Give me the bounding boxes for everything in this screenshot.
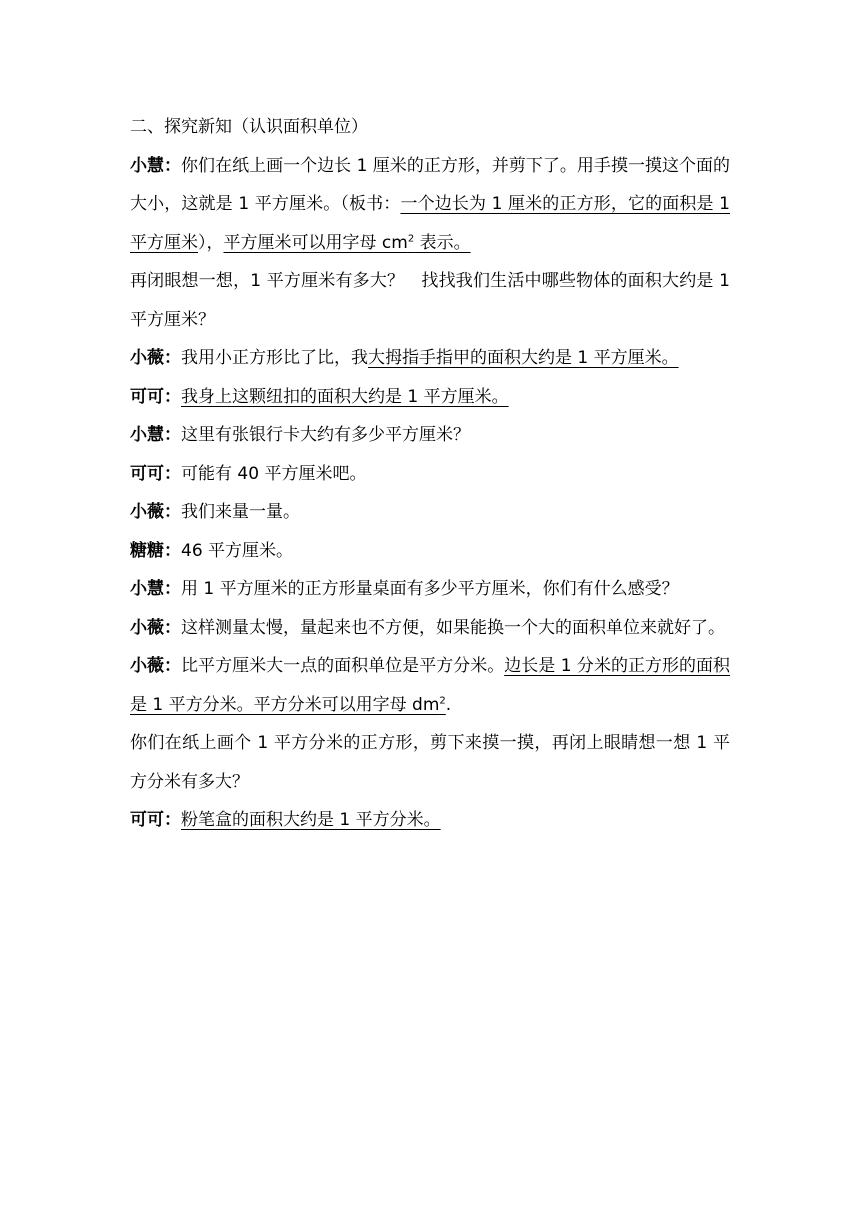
underlined-text: 平方厘米可以用字母 $cm^2$ 表示。 [223, 232, 471, 253]
paragraph-text: 用 1 平方厘米的正方形量桌面有多少平方厘米，你们有什么感受？ [181, 579, 679, 599]
paragraph-12 [130, 724, 730, 801]
paragraph-13 [130, 801, 730, 840]
speaker-name: 可可： [130, 386, 181, 407]
paragraph-9 [130, 570, 730, 609]
underlined-text: 边长是 1 分米的正方形的面积是 1 平方分米。平方分米可以用字母 $dm^2$ [130, 656, 731, 715]
underlined-text: 一个边长为 1 厘米的正方形，它的面积是 1 平方厘米 [130, 194, 730, 253]
paragraph-11: 小薇：比平方厘米大一点的面积单位是平方分米。边长是 1 分米的正方形的面积是 1 平方分米。平方分米可以用字母 $dm^2$. [130, 656, 731, 715]
speaker-name: 小薇： [130, 656, 182, 676]
superscript: 2 [407, 232, 415, 244]
paragraph-10 [130, 609, 730, 648]
paragraph-6 [130, 455, 730, 494]
underlined-text: 我身上这颗纽扣的面积大约是 1 平方厘米。 [181, 386, 509, 407]
speaker-name: 小慧： [130, 579, 181, 599]
speaker-name: 小薇： [130, 502, 181, 522]
paragraph-text: 再闭眼想一想，1 平方厘米有多大？ 找找我们生活中哪些物体的面积大约是 1 平方厘米？ [130, 271, 730, 330]
paragraph-2 [130, 262, 730, 339]
speaker-name: 小薇： [130, 617, 181, 638]
paragraph-text: 比平方厘米大一点的面积单位是平方分米。 [181, 656, 505, 676]
speaker-name: 可可： [130, 463, 181, 484]
paragraph-text: 你们在纸上画一个边长 1 厘米的正方形，并剪下了。用手摸一摸这个面的大小，这就是 1 平方厘米。（板书： [130, 155, 731, 214]
paragraph-text: ）， [198, 232, 224, 253]
superscript: 2 [439, 694, 446, 706]
underlined-text: 粉笔盒的面积大约是 1 平方分米。 [181, 810, 441, 830]
paragraph-text: 我用小正方形比了比，我 [181, 348, 368, 368]
speaker-name: 小薇： [130, 348, 181, 368]
paragraph-text: 这里有张银行卡大约有多少平方厘米？ [181, 425, 470, 445]
paragraph-text: 这样测量太慢，量起来也不方便，如果能换一个大的面积单位来就好了。 [181, 617, 725, 638]
paragraph-4 [130, 378, 730, 417]
paragraph-3 [130, 339, 730, 378]
paragraph-8 [130, 532, 730, 571]
paragraph-5 [130, 416, 730, 455]
paragraph-7 [130, 493, 730, 532]
speaker-name: 小慧： [130, 425, 181, 445]
heading-text: 二、探究新知（认识面积单位） [130, 117, 368, 137]
paragraph-1 [130, 147, 730, 263]
underlined-text: 大拇指手指甲的面积大约是 1 平方厘米。 [368, 348, 679, 368]
paragraph-text: 你们在纸上画个 1 平方分米的正方形，剪下来摸一摸，再闭上眼睛想一想 1 平方分米有多大？ [130, 733, 730, 792]
section-heading [130, 108, 730, 147]
paragraph-text: 46 平方厘米。 [181, 540, 294, 561]
paragraph-text: 我们来量一量。 [181, 502, 300, 522]
speaker-name: 小慧： [130, 155, 182, 176]
speaker-name: 糖糖： [130, 540, 181, 561]
document-body [130, 108, 730, 840]
paragraph-text: 可能有 40 平方厘米吧。 [181, 463, 367, 484]
speaker-name: 可可： [130, 810, 181, 830]
